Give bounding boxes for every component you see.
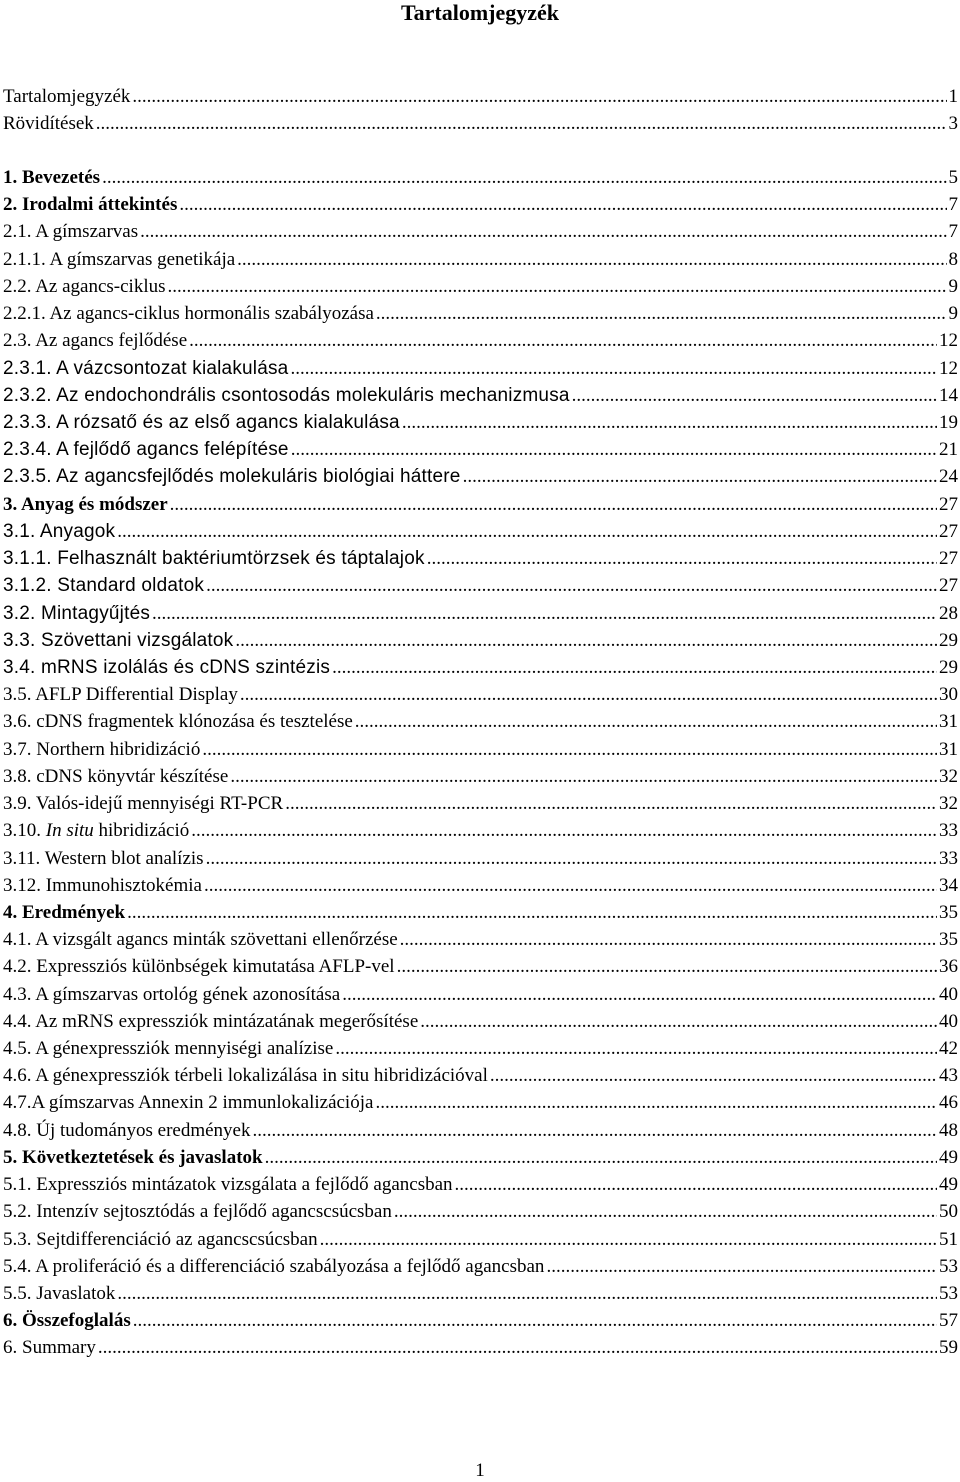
toc-leader-dots (420, 1010, 937, 1034)
toc-leader-dots (572, 384, 937, 408)
page-title: Tartalomjegyzék (400, 0, 560, 25)
toc-entry-label: 2.3.4. A fejlődő agancs felépítése (3, 439, 289, 460)
toc-leader-dots (102, 166, 946, 190)
toc-entry-label: 3.11. Western blot analízis (3, 848, 204, 869)
toc-entry-page: 30 (939, 684, 958, 705)
toc-entry-page: 27 (939, 575, 958, 596)
toc-leader-dots (230, 765, 937, 789)
toc-entry[interactable] (3, 707, 958, 734)
toc-entry-label: 5.1. Expressziós mintázatok vizsgálata a fejlődő agancsban (3, 1174, 453, 1195)
toc-entry-label: 4.8. Új tudományos eredmények (3, 1120, 251, 1141)
toc-leader-dots (265, 1146, 937, 1170)
toc-entry-label-italic: In situ (45, 820, 94, 841)
toc-entry-label: 4.5. A génexpressziók mennyiségi analízise (3, 1038, 334, 1059)
toc-entry[interactable] (3, 1034, 958, 1061)
toc-entry-page: 19 (939, 412, 958, 433)
toc-leader-dots (400, 928, 937, 952)
toc-entry[interactable] (3, 1116, 958, 1143)
toc-entry-page: 27 (939, 494, 958, 515)
toc-entry-page: 1 (948, 86, 958, 107)
toc-entry-page: 3 (948, 113, 958, 134)
toc-leader-dots (290, 357, 937, 381)
toc-entry-page: 14 (939, 385, 958, 406)
toc-entry-label: 4.1. A vizsgált agancs minták szövettani ellenőrzése (3, 929, 398, 950)
toc-entry[interactable] (3, 217, 958, 244)
toc-entry[interactable] (3, 898, 958, 925)
toc-entry-label: 2. Irodalmi áttekintés (3, 194, 178, 215)
toc-entry-label: 3.8. cDNS könyvtár készítése (3, 766, 229, 787)
toc-entry[interactable] (3, 408, 958, 435)
toc-entry[interactable] (3, 1252, 958, 1279)
toc-entry-label: 2.3.5. Az agancsfejlődés molekuláris biológiai háttere (3, 466, 461, 487)
toc-entry-label: 1. Bevezetés (3, 167, 101, 188)
toc-entry[interactable] (3, 354, 958, 381)
toc-leader-dots (117, 1282, 937, 1306)
toc-entry-label: 5. Következtetések és javaslatok (3, 1147, 263, 1168)
toc-leader-dots (206, 847, 937, 871)
toc-leader-dots (335, 1037, 937, 1061)
toc-leader-dots (427, 547, 937, 571)
toc-leader-dots (455, 1173, 937, 1197)
toc-leader-dots (546, 1255, 937, 1279)
toc-entry-page: 32 (939, 766, 958, 787)
toc-leader-dots (285, 792, 937, 816)
toc-entry[interactable] (3, 762, 958, 789)
toc-entry-label: 3.4. mRNS izolálás és cDNS szintézis (3, 657, 331, 678)
toc-entry[interactable] (3, 1279, 958, 1306)
toc-entry-page: 53 (939, 1283, 958, 1304)
toc-entry[interactable] (3, 109, 958, 136)
toc-entry[interactable] (3, 952, 958, 979)
toc-leader-dots (355, 710, 937, 734)
toc-entry-label (3, 819, 189, 843)
toc-leader-dots (291, 438, 937, 462)
toc-entry[interactable] (3, 626, 958, 653)
toc-entry-label: 3.1.1. Felhasznált baktériumtörzsek és táptalajok (3, 548, 425, 569)
toc-entry-label: 4.3. A gímszarvas ortológ gének azonosítása (3, 984, 341, 1005)
toc-leader-dots (133, 1309, 937, 1333)
toc-entry-page: 53 (939, 1256, 958, 1277)
toc-entry-label: 3.12. Immunohisztokémia (3, 875, 202, 896)
toc-entry-label: 2.1.1. A gímszarvas genetikája (3, 249, 236, 270)
toc-entry-label: 5.2. Intenzív sejtosztódás a fejlődő agancscsúcsban (3, 1201, 392, 1222)
toc-entry[interactable] (3, 299, 958, 326)
toc-entry-page: 28 (939, 603, 958, 624)
toc-entry-page: 49 (939, 1147, 958, 1168)
toc-leader-dots (132, 85, 946, 109)
toc-leader-dots (252, 1119, 937, 1143)
toc-entry-page: 27 (939, 521, 958, 542)
toc-leader-dots (375, 1091, 937, 1115)
toc-entry-label: Rövidítések (3, 113, 94, 134)
toc-leader-dots (237, 248, 946, 272)
toc-entry-page: 40 (939, 984, 958, 1005)
toc-leader-dots (463, 465, 937, 489)
toc-leader-dots (235, 629, 937, 653)
toc-leader-dots (332, 656, 937, 680)
toc-entry-label: 3.1.2. Standard oldatok (3, 575, 205, 596)
toc-entry[interactable] (3, 1143, 958, 1170)
toc-entry-page: 46 (939, 1092, 958, 1113)
toc-entry-page: 40 (939, 1011, 958, 1032)
toc-entry-page: 31 (939, 739, 958, 760)
toc-entry-label: 3.3. Szövettani vizsgálatok (3, 630, 234, 651)
toc-entry[interactable] (3, 190, 958, 217)
toc-entry[interactable] (3, 462, 958, 489)
toc-entry-label-part: hibridizáció (93, 820, 190, 841)
toc-entry-label: 6. Summary (3, 1337, 96, 1358)
toc-entry[interactable] (3, 925, 958, 952)
toc-entry-label: 4. Eredmények (3, 902, 126, 923)
toc-entry[interactable] (3, 245, 958, 272)
toc-entry-page: 34 (939, 875, 958, 896)
toc-entry-page: 50 (939, 1201, 958, 1222)
toc-entry-label: 3.2. Mintagyűjtés (3, 603, 151, 624)
toc-entry-page: 7 (948, 221, 958, 242)
toc-entry-label: 3. Anyag és módszer (3, 494, 168, 515)
toc-entry-label: 3.7. Northern hibridizáció (3, 739, 201, 760)
toc-entry[interactable] (3, 1225, 958, 1252)
toc-entry-page: 33 (939, 848, 958, 869)
toc-entry[interactable] (3, 1061, 958, 1088)
toc-entry-label: 2.3. Az agancs fejlődése (3, 330, 188, 351)
toc-entry-page: 57 (939, 1310, 958, 1331)
toc-entry[interactable] (3, 1088, 958, 1115)
toc-entry[interactable] (3, 381, 958, 408)
toc-entry[interactable] (3, 680, 958, 707)
toc-leader-dots (117, 520, 937, 544)
toc-entry-page: 59 (939, 1337, 958, 1358)
toc-entry[interactable] (3, 844, 958, 871)
toc-leader-dots (376, 302, 947, 326)
toc-entry[interactable] (3, 571, 958, 598)
toc-entry[interactable] (3, 980, 958, 1007)
toc-entry-label: 5.3. Sejtdifferenciáció az agancscsúcsban (3, 1229, 318, 1250)
toc-entry-page: 35 (939, 902, 958, 923)
page-number: 1 (475, 1460, 485, 1481)
toc-leader-dots (204, 874, 937, 898)
toc-entry-page: 36 (939, 956, 958, 977)
toc-entry-page: 32 (939, 793, 958, 814)
toc-entry[interactable] (3, 82, 958, 109)
toc-entry-label: 4.7.A gímszarvas Annexin 2 immunlokalizációja (3, 1092, 374, 1113)
toc-entry-label: 2.2.1. Az agancs-ciklus hormonális szabályozása (3, 303, 374, 324)
toc-leader-dots (240, 683, 937, 707)
toc-leader-dots (320, 1228, 937, 1252)
toc-entry-page: 29 (939, 630, 958, 651)
toc-entry[interactable] (3, 163, 958, 190)
toc-entry-label: 2.3.2. Az endochondrális csontosodás molekuláris mechanizmusa (3, 385, 570, 406)
toc-entry-page: 27 (939, 548, 958, 569)
toc-entry-label: 6. Összefoglalás (3, 1310, 131, 1331)
toc-leader-dots (191, 819, 937, 843)
toc-entry-page: 12 (939, 358, 958, 379)
toc-entry-label: 2.1. A gímszarvas (3, 221, 139, 242)
toc-leader-dots (342, 983, 937, 1007)
toc-entry[interactable] (3, 653, 958, 680)
toc-entry[interactable] (3, 735, 958, 762)
toc-entry[interactable] (3, 1306, 958, 1333)
toc-entry-page: 33 (939, 820, 958, 841)
toc-entry-page: 35 (939, 929, 958, 950)
toc-entry-page: 9 (948, 303, 958, 324)
toc-entry[interactable] (3, 1197, 958, 1224)
toc-entry-page: 49 (939, 1174, 958, 1195)
toc-leader-dots (168, 275, 947, 299)
toc-entry[interactable] (3, 789, 958, 816)
toc-entry[interactable] (3, 517, 958, 544)
toc-entry[interactable] (3, 435, 958, 462)
toc-entry-page: 5 (948, 167, 958, 188)
toc-entry-page: 31 (939, 711, 958, 732)
toc-entry-page: 29 (939, 657, 958, 678)
toc-leader-dots (189, 329, 937, 353)
toc-entry[interactable] (3, 816, 958, 843)
toc-leader-dots (402, 411, 937, 435)
toc-entry-page: 7 (948, 194, 958, 215)
toc-entry[interactable] (3, 544, 958, 571)
toc-leader-dots (490, 1064, 937, 1088)
toc-entry-label: 5.5. Javaslatok (3, 1283, 116, 1304)
toc-entry[interactable] (3, 1333, 958, 1360)
toc-entry[interactable] (3, 871, 958, 898)
toc-entry-label: 4.4. Az mRNS expressziók mintázatának megerősítése (3, 1011, 419, 1032)
toc-entry-page: 42 (939, 1038, 958, 1059)
toc-entry-label-part: 3.10. (3, 820, 46, 841)
toc-entry-label: 3.6. cDNS fragmentek klónozása és tesztelése (3, 711, 353, 732)
toc-leader-dots (152, 602, 937, 626)
toc-entry-label: 5.4. A proliferáció és a differenciáció szabályozása a fejlődő agancsban (3, 1256, 545, 1277)
toc-entry-page: 43 (939, 1065, 958, 1086)
toc-leader-dots (96, 112, 947, 136)
toc-entry[interactable] (3, 326, 958, 353)
toc-entry-label: 4.2. Expressziós különbségek kimutatása AFLP-vel (3, 956, 395, 977)
toc-entry-page: 51 (939, 1229, 958, 1250)
toc-leader-dots (202, 738, 937, 762)
toc-entry-label: 2.3.1. A vázcsontozat kialakulása (3, 358, 289, 379)
toc-entry-page: 9 (948, 276, 958, 297)
toc-leader-dots (206, 574, 937, 598)
toc-leader-dots (397, 955, 937, 979)
toc-leader-dots (127, 901, 937, 925)
toc-leader-dots (179, 193, 946, 217)
toc-entry[interactable] (3, 272, 958, 299)
toc-entry-page: 12 (939, 330, 958, 351)
toc-entry-label: 4.6. A génexpressziók térbeli lokalizálása in situ hibridizációval (3, 1065, 488, 1086)
toc-entry-page: 8 (948, 249, 958, 270)
toc-entry-page: 24 (939, 466, 958, 487)
toc-entry[interactable] (3, 1170, 958, 1197)
toc-entry-label: 2.3.3. A rózsatő és az első agancs kialakulása (3, 412, 400, 433)
toc-entry[interactable] (3, 1007, 958, 1034)
toc-entry-label: 2.2. Az agancs-ciklus (3, 276, 166, 297)
toc-entry-label: 3.5. AFLP Differential Display (3, 684, 238, 705)
toc-leader-dots (394, 1200, 937, 1224)
toc-entry-label: Tartalomjegyzék (3, 86, 131, 107)
toc-entry-label: 3.9. Valós-idejű mennyiségi RT-PCR (3, 793, 284, 814)
toc-entry[interactable] (3, 490, 958, 517)
toc-leader-dots (140, 220, 946, 244)
toc-entry-page: 48 (939, 1120, 958, 1141)
toc-entry-page: 21 (939, 439, 958, 460)
toc-entry-label: 3.1. Anyagok (3, 521, 116, 542)
toc-entry[interactable] (3, 599, 958, 626)
toc-leader-dots (170, 493, 937, 517)
toc-leader-dots (98, 1336, 937, 1360)
